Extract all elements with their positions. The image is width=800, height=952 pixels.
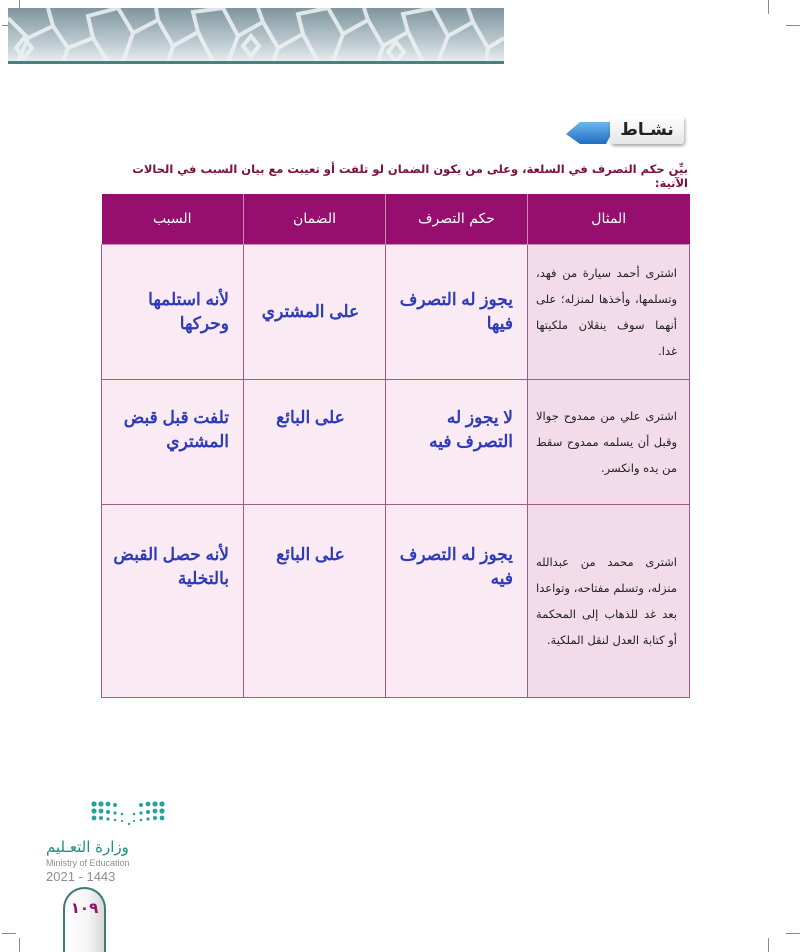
crop-mark bbox=[19, 938, 20, 952]
liability-cell: على المشتري bbox=[244, 245, 386, 380]
table-row bbox=[102, 380, 690, 505]
header-rule bbox=[8, 61, 504, 64]
edition-year: 2021 - 1443 bbox=[46, 869, 116, 884]
ministry-name-arabic: وزارة التعـليم bbox=[46, 838, 129, 856]
crop-mark bbox=[768, 938, 769, 952]
reason-cell: تلفت قبل قبض المشتري bbox=[102, 380, 244, 505]
header-pattern bbox=[8, 8, 504, 62]
page-number-tab bbox=[63, 887, 106, 952]
instruction-text: بيِّن حكم التصرف في السلعة، وعلى من يكون الضمان لو تلفت أو تعيبت مع بيان السبب في الحالات الآتية: bbox=[132, 162, 688, 190]
header-example: المثال bbox=[528, 194, 690, 245]
activity-table bbox=[101, 194, 689, 698]
liability-cell: على البائع bbox=[244, 380, 386, 505]
ruling-cell: يجوز له التصرف فيها bbox=[386, 245, 528, 380]
header-ruling: حكم التصرف bbox=[386, 194, 528, 245]
geometric-pattern-icon bbox=[8, 8, 504, 62]
ministry-name-english: Ministry of Education bbox=[46, 858, 130, 868]
crop-mark bbox=[786, 933, 800, 934]
header-liability: الضمان bbox=[244, 194, 386, 245]
reason-cell: لأنه استلمها وحركها bbox=[102, 245, 244, 380]
example-cell: اشترى أحمد سيارة من فهد، وتسلمها، وأخذها لمنزله؛ على أنهما سوف ينقلان ملكيتها غدا. bbox=[528, 245, 690, 380]
activity-label: نشـاط bbox=[610, 116, 684, 144]
ruling-cell: لا يجوز له التصرف فيه bbox=[386, 380, 528, 505]
crop-mark bbox=[768, 0, 769, 14]
table-row bbox=[102, 245, 690, 380]
reason-cell: لأنه حصل القبض بالتخلية bbox=[102, 505, 244, 698]
header-reason: السبب bbox=[102, 194, 244, 245]
crop-mark bbox=[786, 25, 800, 26]
table-header-row bbox=[102, 194, 690, 245]
activity-tag bbox=[566, 116, 684, 146]
example-cell: اشترى محمد من عبدالله منزله، وتسلم مفتاحه، وتواعدا بعد غد للذهاب إلى المحكمة أو كتابة العدل لنقل الملكية. bbox=[528, 505, 690, 698]
liability-cell: على البائع bbox=[244, 505, 386, 698]
ministry-logo-dots-icon bbox=[44, 796, 184, 836]
ruling-cell: يجوز له التصرف فيه bbox=[386, 505, 528, 698]
crop-mark bbox=[2, 933, 16, 934]
page-number: ١٠٩ bbox=[70, 899, 99, 917]
example-cell: اشترى علي من ممدوح جوالا وقبل أن يسلمه ممدوح سقط من يده وانكسر. bbox=[528, 380, 690, 505]
table-row bbox=[102, 505, 690, 698]
